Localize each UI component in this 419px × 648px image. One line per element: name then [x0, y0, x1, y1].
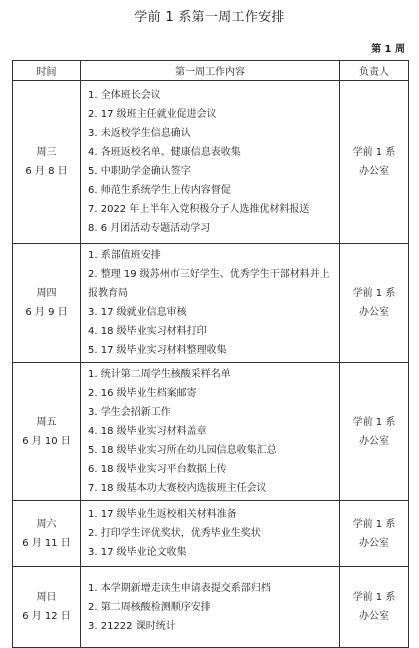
row-day: 周三	[36, 147, 57, 158]
page-title: 学前 1 系第一周工作安排	[134, 10, 285, 25]
task-item: 8. 6 月团活动专题活动学习	[88, 223, 211, 234]
task-item: 4. 18 级毕业实习材料打印	[88, 326, 207, 337]
owner-office: 办公室	[359, 537, 389, 549]
header-content: 第一周工作内容	[81, 61, 340, 81]
row-time-cell	[13, 363, 81, 501]
row-owner-cell	[340, 501, 409, 567]
owner-dept: 学前 1 系	[352, 518, 396, 530]
task-item: 3. 17 级就业信息审核	[88, 307, 187, 318]
task-item: 2. 打印学生评优奖状，优秀毕业生奖状	[88, 528, 261, 539]
row-date: 6 月 9 日	[25, 307, 68, 318]
row-content-cell	[81, 501, 340, 567]
row-date: 6 月 11 日	[22, 537, 71, 549]
row-day: 周日	[36, 592, 57, 603]
task-item: 6. 师范生系统学生上传内容督促	[88, 185, 231, 196]
task-item: 4. 各班返校名单、健康信息表收集	[88, 147, 241, 158]
owner-office: 办公室	[359, 611, 389, 622]
owner-office: 办公室	[359, 166, 389, 177]
owner-dept: 学前 1 系	[352, 592, 396, 603]
owner-office: 办公室	[359, 435, 389, 447]
row-content-cell	[81, 244, 340, 363]
row-content-cell	[81, 363, 340, 501]
task-item: 1. 系部值班安排	[88, 250, 161, 261]
task-item: 3. 17 级毕业论文收集	[88, 547, 187, 558]
task-item: 3. 未返校学生信息确认	[88, 128, 191, 139]
row-date: 6 月 12 日	[22, 611, 71, 622]
task-item: 5. 17 级毕业实习材料整理收集	[88, 345, 227, 356]
table-row	[13, 244, 409, 363]
task-item: 4. 18 级毕业实习材料盖章	[88, 426, 207, 437]
owner-dept: 学前 1 系	[352, 147, 396, 158]
row-owner-cell	[340, 567, 409, 648]
task-item: 1. 本学期新增走读生申请表提交系部归档	[88, 582, 271, 594]
table-header-row	[13, 61, 409, 81]
task-item: 1. 全体班长会议	[88, 90, 161, 101]
row-day: 周四	[36, 288, 57, 299]
task-item: 1. 17 级毕业生返校相关材料准备	[88, 509, 237, 520]
table-row	[13, 567, 409, 648]
task-item: 1. 统计第二周学生核酸采样名单	[88, 369, 231, 380]
header-time: 时间	[13, 61, 81, 81]
row-time-cell	[13, 501, 81, 567]
row-time-cell	[13, 81, 81, 244]
schedule-table	[12, 60, 409, 648]
task-item: 5. 中职助学金确认签字	[88, 166, 191, 177]
owner-dept: 学前 1 系	[352, 288, 396, 299]
row-content-cell	[81, 567, 340, 648]
header-owner: 负责人	[340, 61, 409, 81]
row-date: 6 月 10 日	[22, 435, 71, 447]
row-time-cell	[13, 567, 81, 648]
task-item: 3. 21222 课时统计	[88, 620, 176, 632]
task-item: 2. 17 级班主任就业促进会议	[88, 109, 217, 120]
task-item: 6. 18 级毕业实习平台数据上传	[88, 464, 227, 475]
task-item: 2. 整理 19 级苏州市三好学生、优秀学生干部材料并上报教育局	[88, 269, 330, 299]
task-item: 2. 16 级毕业生档案邮寄	[88, 388, 197, 399]
row-date: 6 月 8 日	[25, 166, 68, 177]
row-day: 周六	[36, 518, 57, 530]
task-item: 7. 18 级基本功大赛校内选拔班主任会议	[88, 483, 267, 494]
row-day: 周五	[36, 416, 57, 428]
owner-dept: 学前 1 系	[352, 416, 396, 428]
row-owner-cell	[340, 244, 409, 363]
row-time-cell	[13, 244, 81, 363]
task-item: 2. 第二周核酸检测顺序安排	[88, 601, 211, 613]
table-row	[13, 501, 409, 567]
task-item: 7. 2022 年上半年入党积极分子人选推优材料报送	[88, 204, 310, 215]
owner-office: 办公室	[359, 307, 389, 318]
week-label: 第 1 周	[371, 44, 405, 55]
task-item: 5. 18 级毕业实习所在幼儿园信息收集汇总	[88, 445, 277, 456]
task-item: 3. 学生会招新工作	[88, 407, 171, 418]
row-content-cell	[81, 81, 340, 244]
table-row	[13, 363, 409, 501]
row-owner-cell	[340, 363, 409, 501]
row-owner-cell	[340, 81, 409, 244]
table-row	[13, 81, 409, 244]
